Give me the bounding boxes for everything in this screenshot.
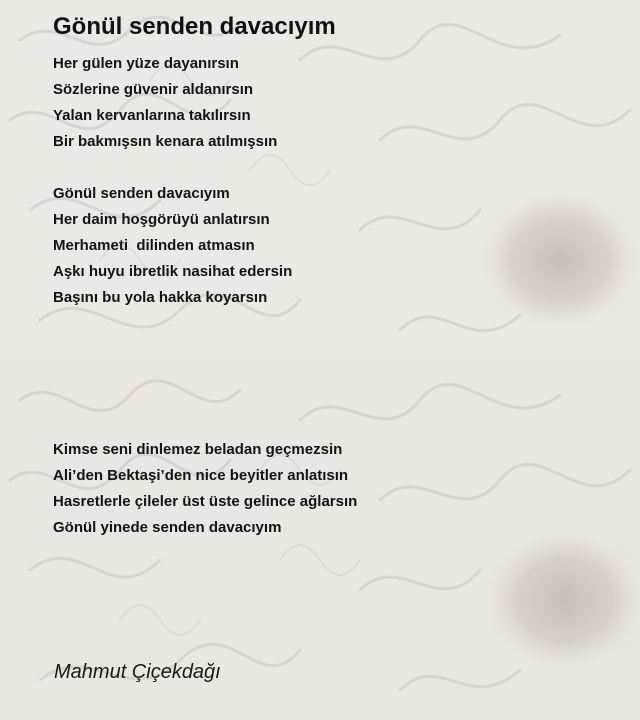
poem-line: Bir bakmışsın kenara atılmışsın [53,133,278,150]
stanza-3 [53,437,357,541]
stanza-2 [53,181,292,311]
poem-line: Gönül yinede senden davacıyım [53,519,282,536]
poem-line: Merhameti dilinden atmasın [53,237,255,254]
poem-line: Kimse seni dinlemez beladan geçmezsin [53,441,343,458]
author-name: Mahmut Çiçekdağı [54,661,221,683]
poem-line: Aşkı huyu ibretlik nasihat edersin [53,263,293,280]
poem-line: Her daim hoşgörüyü anlatırsın [53,211,270,228]
poem-line: Sözlerine güvenir aldanırsın [53,81,254,98]
stanza-1 [53,51,277,155]
poem-line: Başını bu yola hakka koyarsın [53,289,268,306]
poem-line: Yalan kervanlarına takılırsın [53,107,251,124]
poem-title: Gönül senden davacıyım [53,13,336,40]
poem-line: Gönül senden davacıyım [53,185,230,202]
poem-line: Her gülen yüze dayanırsın [53,55,239,72]
poem-line: Hasretlerle çileler üst üste gelince ağlarsın [53,493,358,510]
poem-line: Ali’den Bektaşi’den nice beyitler anlatısın [53,467,349,484]
